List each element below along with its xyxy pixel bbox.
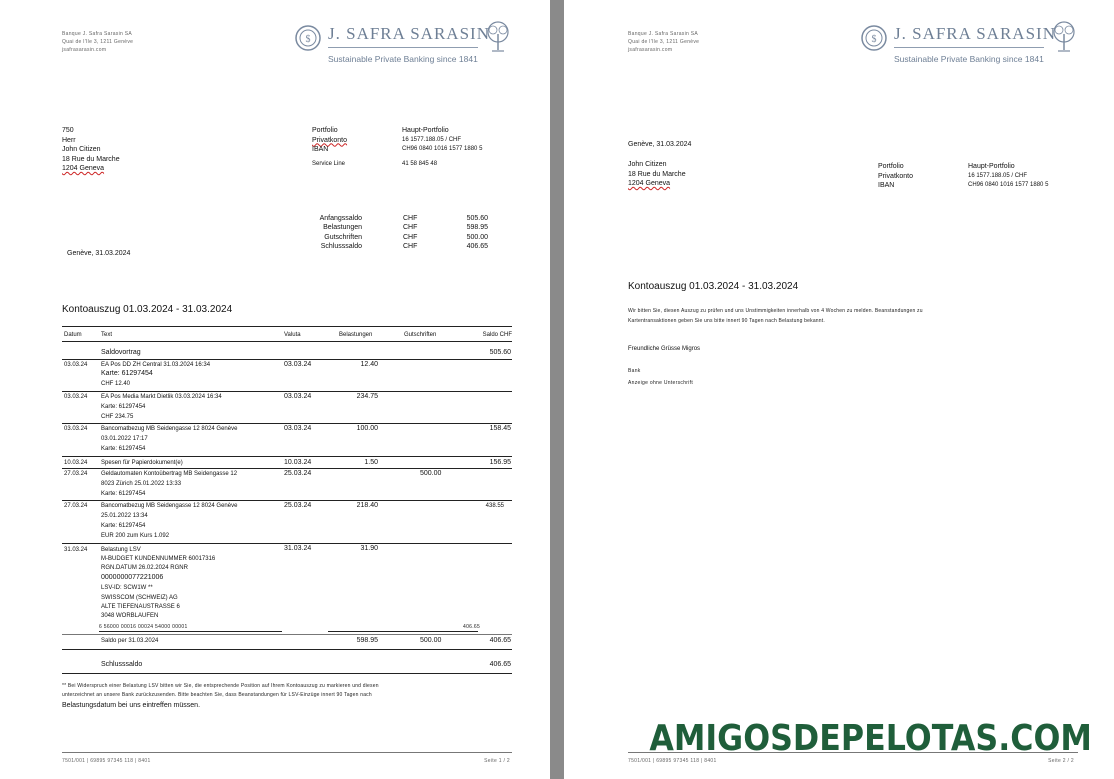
col-belastungen: Belastungen xyxy=(339,332,373,338)
lsv-reference: 6 56000 00016 00024 54000 00001 xyxy=(99,624,188,630)
page-number: Seite 2 / 2 xyxy=(1048,758,1074,764)
logo-rule xyxy=(328,47,478,48)
row-saldo: 156.95 xyxy=(489,459,511,466)
summary-label: Gutschriften xyxy=(324,234,362,241)
row-valuta: 03.03.24 xyxy=(284,393,312,400)
row-belastung: 100.00 xyxy=(356,425,378,432)
saldo-per-saldo: 406.65 xyxy=(489,637,511,644)
row-belastung: 31.90 xyxy=(360,545,378,552)
recipient-line: 18 Rue du Marche xyxy=(628,170,686,178)
service-label: Service Line xyxy=(312,161,346,167)
recipient-line: 750 xyxy=(62,127,74,134)
summary-block xyxy=(300,215,490,251)
svg-text:$: $ xyxy=(305,34,311,45)
table-bottom-rule xyxy=(62,673,512,674)
row-rule xyxy=(62,500,512,501)
row-text-line: EA Pos DD ZH Central 31.03.2024 16:34 xyxy=(101,362,211,368)
summary-amount: 598.95 xyxy=(466,223,488,231)
schlusssaldo-label: Schlusssaldo xyxy=(101,661,143,668)
subtotal-rule xyxy=(99,631,282,632)
portfolio-label: Privatkonto xyxy=(312,136,348,144)
row-rule xyxy=(62,649,512,650)
row-saldo: 438.55 xyxy=(485,503,504,509)
info-paragraph-line: Kartentransaktionen geben Sie uns bitte innert 90 Tagen nach Belastung bekannt. xyxy=(628,318,825,324)
portfolio-value: CH96 0840 1016 1577 1880 5 xyxy=(968,182,1049,188)
footnote-line: ** Bei Widerspruch einer Belastung LSV bitten wir Sie, die entsprechende Position auf Ihrem Kontoauszug zu markieren und diesen xyxy=(62,683,379,689)
row-datum: 31.03.24 xyxy=(64,547,88,553)
row-text-line: 8023 Zürich 25.01.2022 13:33 xyxy=(101,481,182,487)
recipient-block xyxy=(628,160,686,189)
footer-ref: 7501/001 | 69895 97345 118 | 8401 xyxy=(62,758,151,764)
seal-icon xyxy=(294,22,322,54)
saldovortrag-amount: 505.60 xyxy=(489,349,511,356)
service-value: 41 58 845 48 xyxy=(402,161,438,167)
row-text-line: EA Pos Media Markt Dietlik 03.03.2024 16:34 xyxy=(101,394,222,400)
row-datum: 27.03.24 xyxy=(64,503,88,509)
col-datum: Datum xyxy=(64,332,82,338)
statement-page-2 xyxy=(564,0,1114,779)
row-rule xyxy=(62,543,512,544)
recipient-line: John Citizen xyxy=(628,161,667,168)
statement-title: Kontoauszug 01.03.2024 - 31.03.2024 xyxy=(62,304,233,315)
row-rule xyxy=(62,456,512,457)
summary-amount: 505.60 xyxy=(466,215,488,222)
table-row xyxy=(0,393,550,423)
saldo-per-gutschriften: 500.00 xyxy=(420,637,442,644)
portfolio-values xyxy=(402,126,482,155)
summary-amount: 500.00 xyxy=(466,234,488,241)
seal-icon xyxy=(860,22,888,54)
portfolio-label: Portfolio xyxy=(312,127,338,134)
row-text-line: EUR 200 zum Kurs 1.092 xyxy=(101,533,170,539)
portfolio-labels xyxy=(878,162,913,191)
row-text-line: Karte: 61297454 xyxy=(101,404,146,410)
info-paragraph-line: Wir bitten Sie, diesen Auszug zu prüfen und uns Unstimmigkeiten innerhalb von 4 Wochen zu melden. Beanstandungen zu xyxy=(628,308,923,314)
portfolio-value: CH96 0840 1016 1577 1880 5 xyxy=(402,146,483,152)
saldo-per-belastungen: 598.95 xyxy=(356,637,378,644)
bank-name: J. SAFRA SARASIN xyxy=(894,24,1056,43)
bank-tagline: Sustainable Private Banking since 1841 xyxy=(328,54,478,64)
row-datum: 03.03.24 xyxy=(64,362,88,368)
recipient-line: 1204 Geneva xyxy=(628,180,671,187)
col-valuta: Valuta xyxy=(284,332,301,338)
bank-logo xyxy=(294,20,514,68)
portfolio-labels xyxy=(312,126,347,155)
table-row xyxy=(0,361,550,391)
row-valuta: 03.03.24 xyxy=(284,361,312,368)
row-text-line: SWISSCOM (SCHWEIZ) AG xyxy=(101,595,178,601)
logo-rule xyxy=(894,47,1044,48)
bank-address-3: jsafrasarasin.com xyxy=(628,47,673,53)
row-belastung: 1.50 xyxy=(364,459,378,466)
col-gutschriften: Gutschriften xyxy=(404,332,437,338)
row-text-line: Geldautomaten Kontoübertrag MB Seidengasse 12 xyxy=(101,471,238,477)
bank-address-2: Quai de l'Ile 3, 1211 Genève xyxy=(62,39,134,45)
table-top-rule xyxy=(62,326,512,327)
signature-note: Anzeige ohne Unterschrift xyxy=(628,380,694,386)
row-gutschrift: 500.00 xyxy=(420,470,442,477)
summary-currency: CHF xyxy=(403,223,418,231)
row-rule xyxy=(62,468,512,469)
row-rule xyxy=(62,634,512,635)
summary-currency: CHF xyxy=(403,242,418,250)
bank-address-2: Quai de l'Ile 3, 1211 Genève xyxy=(628,39,700,45)
row-text-line: CHF 234.75 xyxy=(101,414,134,420)
row-valuta: 10.03.24 xyxy=(284,459,312,466)
row-text-line: 0000000077221006 xyxy=(101,574,164,581)
footer-ref: 7501/001 | 69895 97345 118 | 8401 xyxy=(628,758,717,764)
row-text-line: Bancomatbezug MB Seidengasse 12 8024 Genève xyxy=(101,426,238,432)
table-row xyxy=(0,545,550,635)
subtotal-rule xyxy=(328,631,478,632)
row-text-line: CHF 12.40 xyxy=(101,381,131,387)
summary-label: Belastungen xyxy=(323,223,362,231)
table-row xyxy=(0,425,550,455)
row-text-line: LSV-ID: SCW1W ** xyxy=(101,585,153,591)
row-saldo: 158.45 xyxy=(489,425,511,432)
row-belastung: 234.75 xyxy=(356,393,378,400)
bank-address-1: Banque J. Safra Sarasin SA xyxy=(628,31,699,37)
row-datum: 03.03.24 xyxy=(64,426,88,432)
table-row xyxy=(0,502,550,542)
summary-currency: CHF xyxy=(403,234,418,241)
page-gutter xyxy=(550,0,564,779)
footer-rule xyxy=(62,752,512,753)
portfolio-value: 16 1577.188.05 / CHF xyxy=(402,136,462,143)
recipient-block xyxy=(62,126,120,174)
portfolio-values xyxy=(968,162,1048,191)
statement-page-1 xyxy=(0,0,550,779)
portfolio-label: IBAN xyxy=(312,146,329,153)
row-rule xyxy=(62,359,512,360)
place-date: Genève, 31.03.2024 xyxy=(628,141,692,148)
signature-bank: Bank xyxy=(628,368,641,374)
recipient-line: Herr xyxy=(62,136,76,144)
footnote-line: Belastungsdatum bei uns eintreffen müssen. xyxy=(62,702,201,709)
summary-currency: CHF xyxy=(403,215,418,222)
row-valuta: 25.03.24 xyxy=(284,502,312,509)
row-valuta: 03.03.24 xyxy=(284,425,312,432)
row-datum: 10.03.24 xyxy=(64,460,88,466)
table-row xyxy=(0,458,550,468)
recipient-line: 18 Rue du Marche xyxy=(62,155,120,163)
bank-tagline: Sustainable Private Banking since 1841 xyxy=(894,54,1044,64)
footnote-line: unterzeichnet an unsere Bank zurückzusenden. Bitte beachten Sie, dass Beanstandungen für LSV-Einzüge innert 90 Tagen nach xyxy=(62,692,372,698)
recipient-line: John Citizen xyxy=(62,146,101,153)
row-text-line: Karte: 61297454 xyxy=(101,491,146,497)
portfolio-value: Haupt-Portfolio xyxy=(968,163,1015,170)
page-number: Seite 1 / 2 xyxy=(484,758,510,764)
lsv-reference-amount: 406.65 xyxy=(463,624,481,630)
tree-icon xyxy=(484,20,512,54)
row-text-line: 25.01.2022 13:34 xyxy=(101,513,148,519)
row-text-line: 3048 WORBLAUFEN xyxy=(101,613,159,619)
row-text-line: Karte: 61297454 xyxy=(101,523,146,529)
row-text-line: Spesen für Papierdokument(e) xyxy=(101,460,183,466)
portfolio-label: Privatkonto xyxy=(878,172,914,180)
row-belastung: 12.40 xyxy=(360,361,378,368)
table-header-rule xyxy=(62,341,512,342)
recipient-line: 1204 Geneva xyxy=(62,165,105,172)
row-valuta: 31.03.24 xyxy=(284,545,312,552)
saldo-per-label: Saldo per 31.03.2024 xyxy=(101,638,159,644)
portfolio-label: IBAN xyxy=(878,182,895,189)
statement-title: Kontoauszug 01.03.2024 - 31.03.2024 xyxy=(628,281,799,292)
row-text-line: Bancomatbezug MB Seidengasse 12 8024 Genève xyxy=(101,503,238,509)
summary-amount: 406.65 xyxy=(466,242,488,250)
summary-label: Schlusssaldo xyxy=(320,242,362,250)
bank-address-1: Banque J. Safra Sarasin SA xyxy=(62,31,133,37)
row-rule xyxy=(62,423,512,424)
portfolio-label: Portfolio xyxy=(878,163,904,170)
bank-name: J. SAFRA SARASIN xyxy=(328,24,490,43)
schlusssaldo-amount: 406.65 xyxy=(489,661,511,668)
summary-label: Anfangssaldo xyxy=(319,215,362,222)
col-saldo: Saldo CHF xyxy=(482,332,512,338)
row-text-line: ALTE TIEFENAUSTRASSE 6 xyxy=(101,604,180,610)
col-text: Text xyxy=(101,332,113,338)
svg-text:$: $ xyxy=(871,34,877,45)
place-date: Genève, 31.03.2024 xyxy=(67,250,131,257)
table-row xyxy=(0,470,550,500)
saldovortrag-label: Saldovortrag xyxy=(101,349,141,356)
row-rule xyxy=(62,391,512,392)
row-datum: 03.03.24 xyxy=(64,394,88,400)
bank-logo xyxy=(860,20,1080,68)
row-datum: 27.03.24 xyxy=(64,471,88,477)
greeting: Freundliche Grüsse Migros xyxy=(628,346,701,352)
tree-icon xyxy=(1050,20,1078,54)
row-text-line: Belastung LSV xyxy=(101,547,141,553)
bank-address-3: jsafrasarasin.com xyxy=(62,47,107,53)
row-text-line: RGN.DATUM 26.02.2024 RGNR xyxy=(101,565,188,571)
portfolio-value: 16 1577.188.05 / CHF xyxy=(968,172,1028,179)
row-text-line: Karte: 61297454 xyxy=(101,370,153,377)
row-valuta: 25.03.24 xyxy=(284,470,312,477)
site-watermark: AMIGOSDEPELOTAS.COM xyxy=(649,718,1092,759)
row-belastung: 218.40 xyxy=(356,502,378,509)
portfolio-value: Haupt-Portfolio xyxy=(402,127,449,134)
row-text-line: Karte: 61297454 xyxy=(101,446,146,452)
row-text-line: 03.01.2022 17:17 xyxy=(101,436,148,442)
row-text-line: M-BUDGET KUNDENNUMMER 60017316 xyxy=(101,556,216,562)
